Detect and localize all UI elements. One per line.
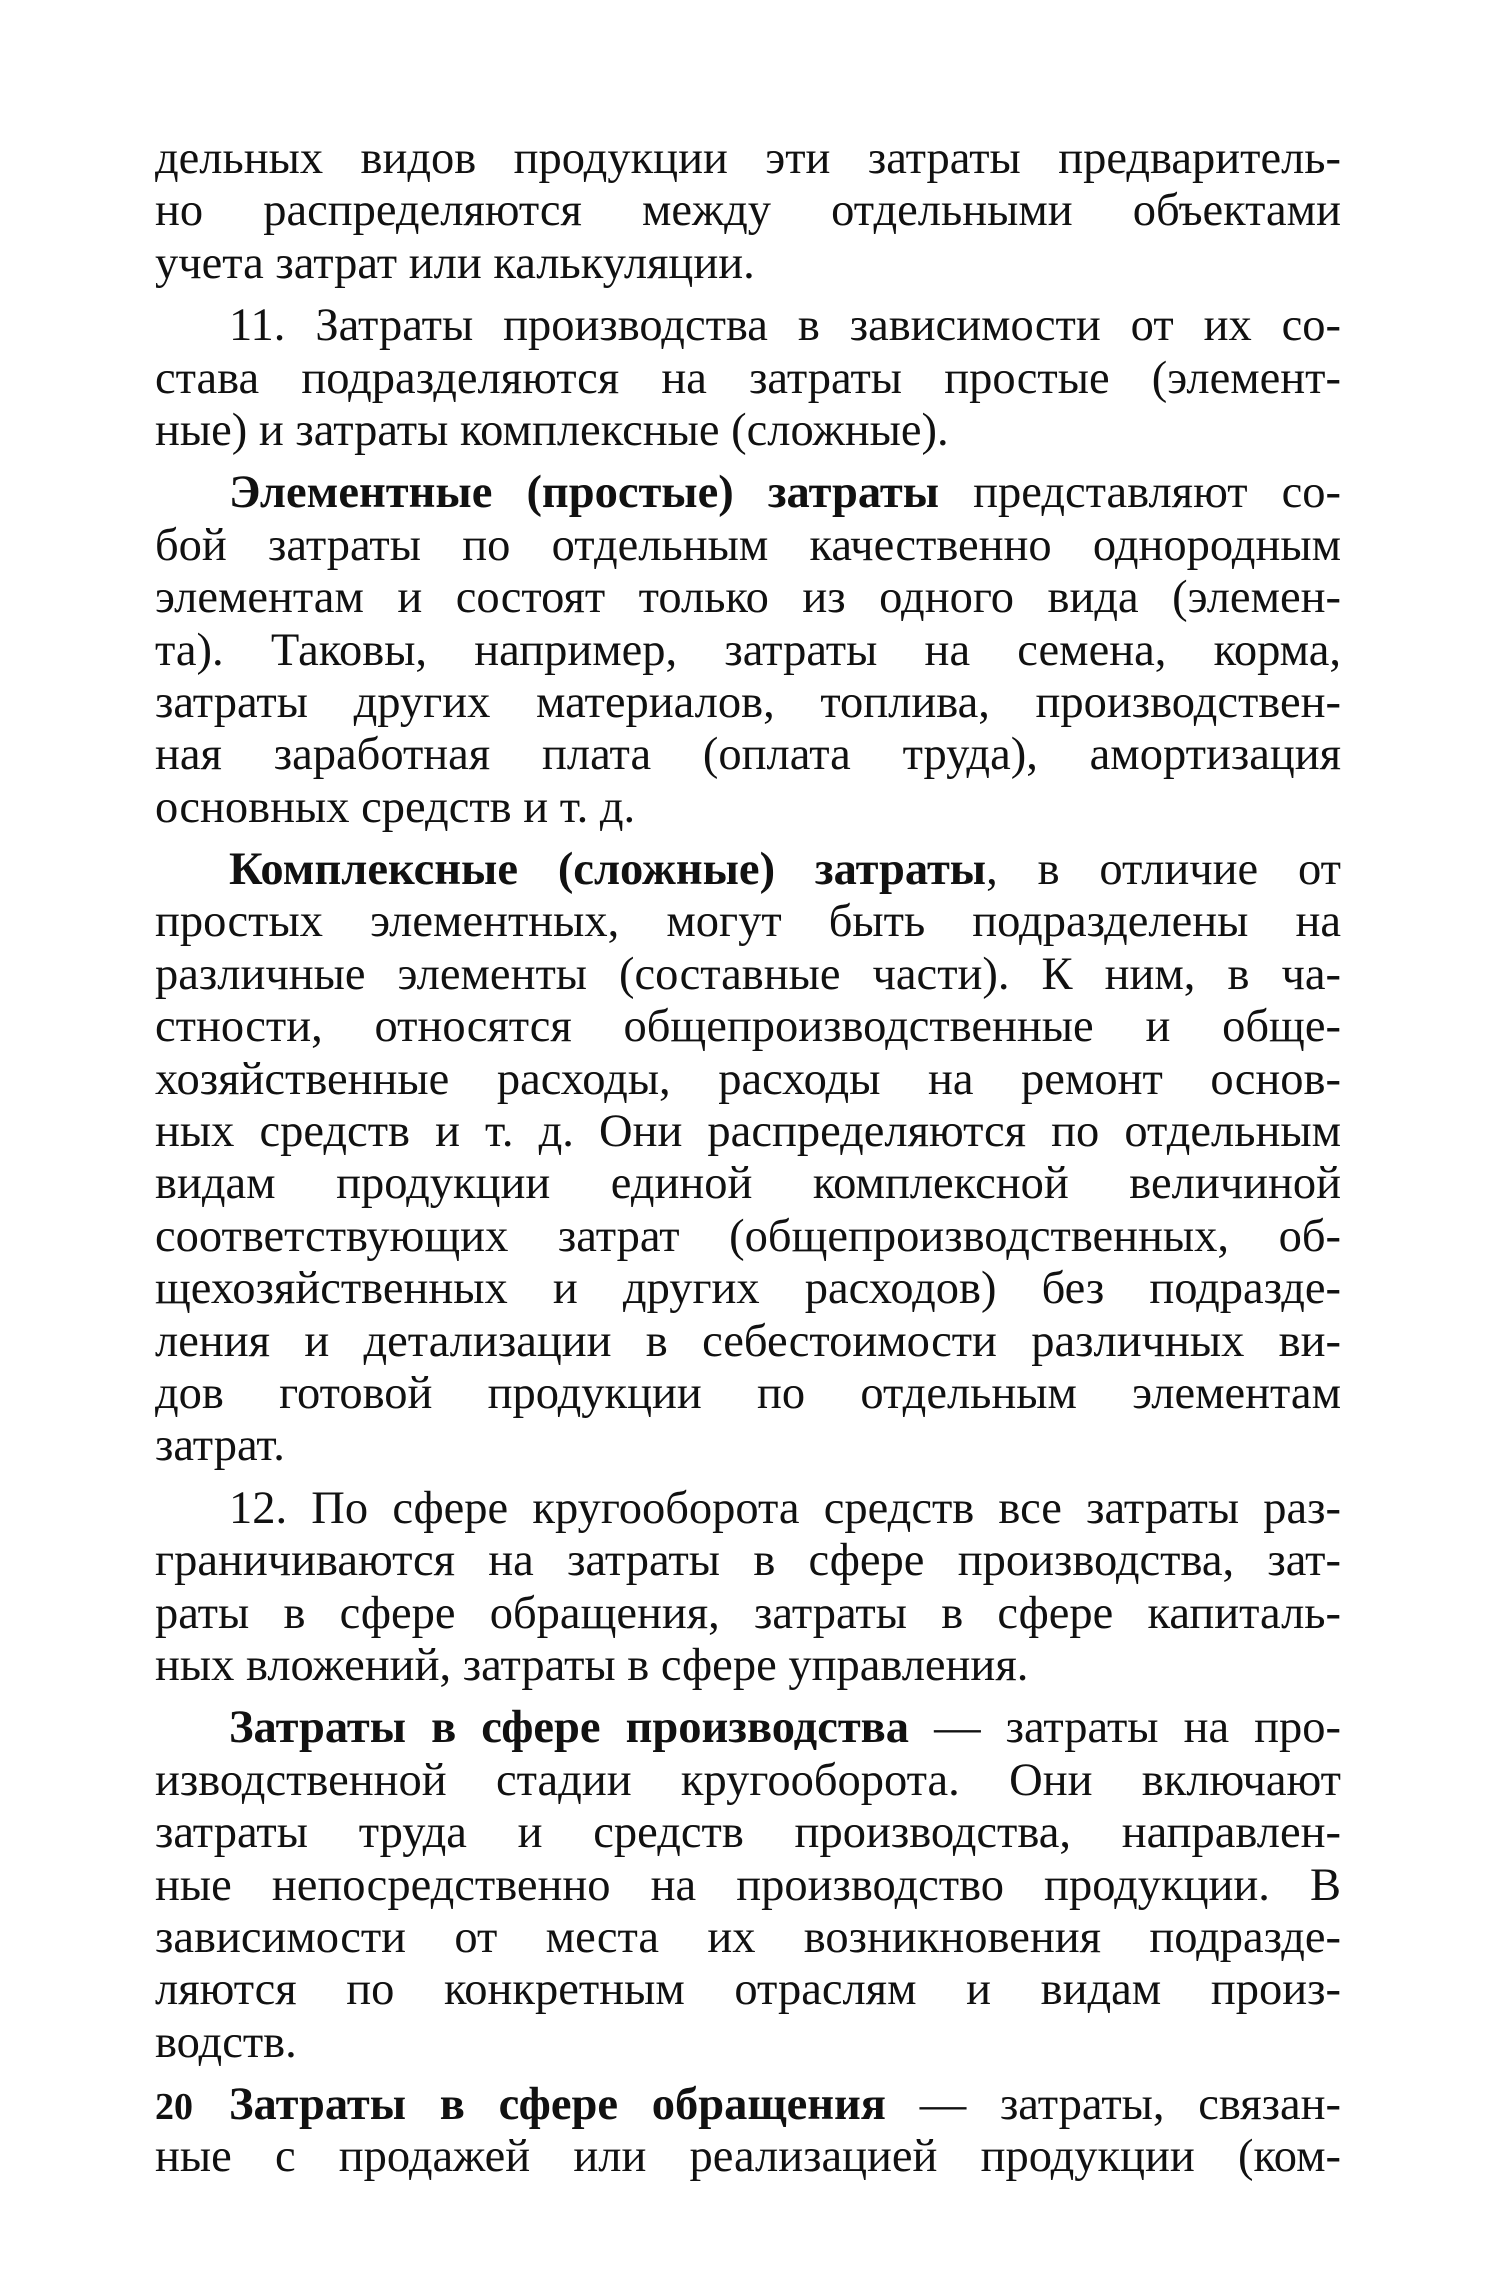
- bold-term: Комплексные (сложные) затраты: [229, 844, 987, 896]
- text-line: [155, 467, 1341, 519]
- text-line: [155, 625, 1341, 677]
- line-text: та). Таковы, например, затраты на семена, корма,: [155, 624, 1341, 676]
- paragraph-gap: [155, 1692, 1341, 1702]
- line-text: видам продукции единой комплексной величиной: [155, 1158, 1341, 1210]
- line-text: но распределяются между отдельными объектами: [155, 185, 1341, 237]
- paragraph-circulation-costs: [155, 2079, 1341, 2184]
- text-line: [155, 949, 1341, 1001]
- text-body: [155, 133, 1341, 2184]
- text-line: [155, 405, 1341, 457]
- line-text: простых элементных, могут быть подразделены на: [155, 896, 1341, 948]
- line-text: ные с продажей или реализацией продукции (ком-: [155, 2131, 1341, 2183]
- bold-term: Элементные (простые) затраты: [229, 467, 940, 519]
- paragraph-gap: [155, 290, 1341, 300]
- line-text: щехозяйственных и других расходов) без подразде-: [155, 1263, 1341, 1315]
- line-text: ные непосредственно на производство продукции. В: [155, 1859, 1341, 1911]
- text-line: [155, 729, 1341, 781]
- line-text: затраты труда и средств производства, направлен-: [155, 1807, 1341, 1859]
- line-text: ная заработная плата (оплата труда), амортизация: [155, 729, 1341, 781]
- line-text: хозяйственные расходы, расходы на ремонт основ-: [155, 1053, 1341, 1105]
- paragraph-production-costs: [155, 1702, 1341, 2069]
- line-text: водств.: [155, 2016, 297, 2068]
- text-line: [155, 1001, 1341, 1053]
- line-text: элементам и состоят только из одного вида (элемен-: [155, 572, 1341, 624]
- text-line: [155, 1807, 1341, 1859]
- line-text: различные элементы (составные части). К ним, в ча-: [155, 948, 1341, 1000]
- line-text: изводственной стадии кругооборота. Они включают: [155, 1754, 1341, 1806]
- text-line: [155, 1420, 1341, 1472]
- line-text: представляют со-: [939, 467, 1341, 519]
- text-line: [155, 1755, 1341, 1807]
- line-text: дов готовой продукции по отдельным элементам: [155, 1367, 1341, 1419]
- text-line: [155, 896, 1341, 948]
- text-line: [155, 1263, 1341, 1315]
- line-text: затраты других материалов, топлива, производствен-: [155, 676, 1341, 728]
- text-line: [155, 520, 1341, 572]
- paragraph-gap: [155, 2069, 1341, 2079]
- paragraph-gap: [155, 1473, 1341, 1483]
- line-text: ляются по конкретным отраслям и видам произ-: [155, 1964, 1341, 2016]
- text-line: [155, 1106, 1341, 1158]
- text-line: [155, 1054, 1341, 1106]
- page-text: [155, 133, 1341, 2184]
- bold-term: Затраты в сфере производства: [229, 1702, 910, 1754]
- line-text: — затраты, связан-: [885, 2079, 1341, 2131]
- text-line: [155, 1912, 1341, 1964]
- line-text: раты в сфере обращения, затраты в сфере капиталь-: [155, 1587, 1341, 1639]
- text-line: [155, 185, 1341, 237]
- line-text: затрат.: [155, 1420, 285, 1472]
- text-line: [155, 2079, 1341, 2131]
- text-line: [155, 1640, 1341, 1692]
- text-line: [155, 2131, 1341, 2183]
- text-line: [155, 1860, 1341, 1912]
- line-text: граничиваются на затраты в сфере производства, зат-: [155, 1535, 1341, 1587]
- text-line: [155, 1535, 1341, 1587]
- paragraph-continued: [155, 133, 1341, 290]
- paragraph-item-11: [155, 300, 1341, 457]
- line-text: соответствующих затрат (общепроизводственных, об-: [155, 1210, 1341, 1262]
- line-text: зависимости от места их возникновения подразде-: [155, 1911, 1341, 1963]
- text-line: [155, 1368, 1341, 1420]
- text-line: [155, 572, 1341, 624]
- paragraph-gap: [155, 834, 1341, 844]
- line-text: дельных видов продукции эти затраты предваритель-: [155, 133, 1341, 184]
- line-text: 11. Затраты производства в зависимости от их со-: [229, 300, 1341, 352]
- line-text: учета затрат или калькуляции.: [155, 237, 755, 289]
- text-line: [155, 782, 1341, 834]
- text-line: [155, 238, 1341, 290]
- text-line: [155, 1483, 1341, 1535]
- line-text: , в отличие от: [986, 844, 1341, 896]
- paragraph-complex-costs: [155, 844, 1341, 1473]
- line-text: основных средств и т. д.: [155, 781, 636, 833]
- paragraph-elementary-costs: [155, 467, 1341, 834]
- text-line: [155, 1702, 1341, 1754]
- page-number: 20: [155, 2086, 193, 2128]
- text-line: [155, 133, 1341, 185]
- line-text: става подразделяются на затраты простые (элемент-: [155, 352, 1341, 404]
- text-line: [155, 1158, 1341, 1210]
- text-line: [155, 1211, 1341, 1263]
- text-line: [155, 677, 1341, 729]
- line-text: бой затраты по отдельным качественно однородным: [155, 519, 1341, 571]
- text-line: [155, 1964, 1341, 2016]
- text-line: [155, 2017, 1341, 2069]
- line-text: стности, относятся общепроизводственные и обще-: [155, 1001, 1341, 1053]
- bold-term: Затраты в сфере обращения: [229, 2079, 886, 2131]
- text-line: [155, 300, 1341, 352]
- paragraph-gap: [155, 457, 1341, 467]
- line-text: 12. По сфере кругооборота средств все затраты раз-: [229, 1482, 1341, 1534]
- line-text: ные) и затраты комплексные (сложные).: [155, 404, 949, 456]
- text-line: [155, 353, 1341, 405]
- line-text: ных вложений, затраты в сфере управления.: [155, 1639, 1029, 1691]
- line-text: ления и детализации в себестоимости различных ви-: [155, 1315, 1341, 1367]
- paragraph-item-12: [155, 1483, 1341, 1693]
- line-text: — затраты на про-: [909, 1702, 1341, 1754]
- line-text: ных средств и т. д. Они распределяются по отдельным: [155, 1106, 1341, 1158]
- text-line: [155, 1316, 1341, 1368]
- text-line: [155, 1588, 1341, 1640]
- text-line: [155, 844, 1341, 896]
